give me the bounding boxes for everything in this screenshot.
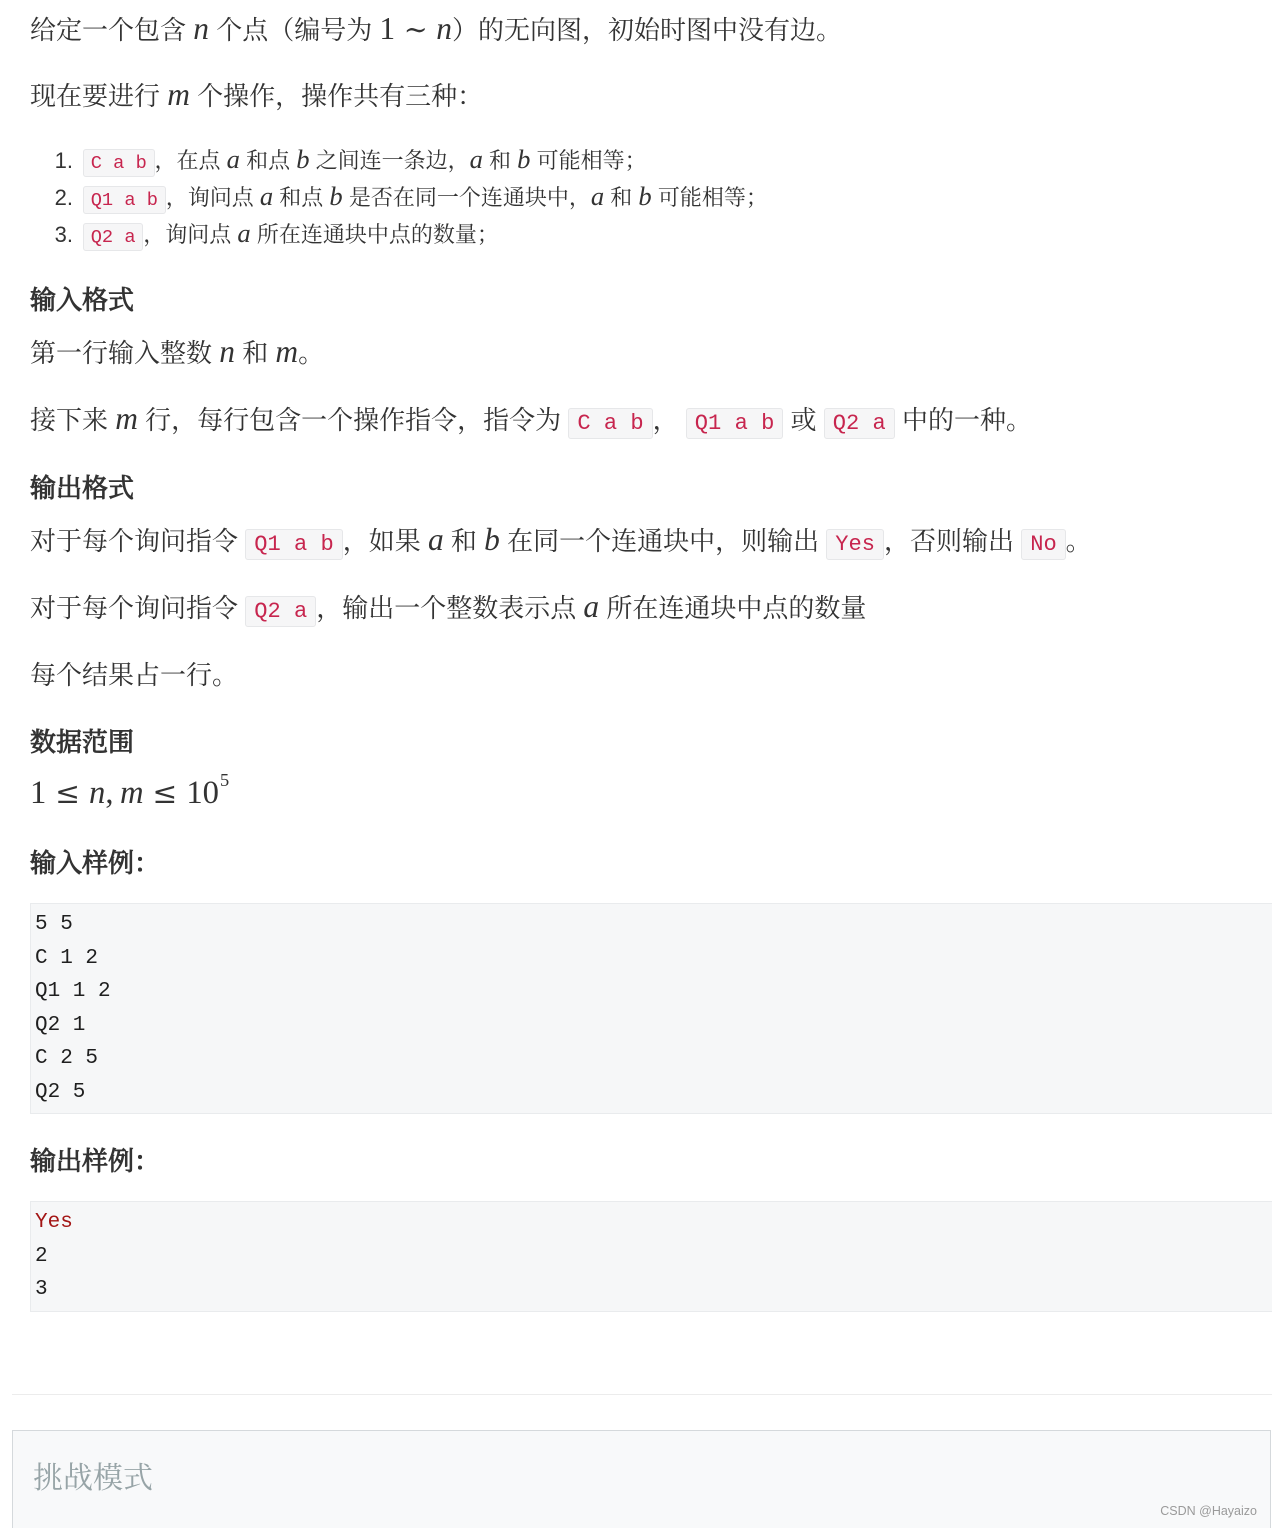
text-run: 可能相等； bbox=[530, 147, 647, 173]
code-line: Q2 5 bbox=[35, 1080, 86, 1104]
text-run: 所在连通块中点的数量 bbox=[599, 593, 867, 623]
output-format-paragraph bbox=[30, 521, 1092, 565]
code-line: 2 bbox=[35, 1244, 48, 1268]
math-variable: b bbox=[329, 180, 343, 211]
inline-code: C a b bbox=[83, 149, 155, 177]
text-run: ）的无向图，初始时图中没有边。 bbox=[452, 15, 843, 45]
math-variable: a bbox=[427, 522, 444, 557]
operation-text bbox=[83, 179, 768, 219]
math-variable: m bbox=[167, 77, 190, 112]
text-run: 。 bbox=[1065, 526, 1092, 556]
text-run: 和 bbox=[443, 526, 485, 556]
output-format-paragraph bbox=[30, 588, 866, 632]
inline-code: Q1 a b bbox=[686, 408, 783, 439]
section-divider bbox=[12, 1394, 1272, 1395]
text-run: 。 bbox=[298, 338, 325, 368]
text-run: ，如果 bbox=[342, 526, 428, 556]
math-variable: b bbox=[296, 143, 310, 174]
math-superscript: 5 bbox=[219, 770, 230, 791]
text-run: 所在连通块中点的数量； bbox=[250, 221, 499, 247]
inline-code: C a b bbox=[568, 408, 652, 439]
math-variable: b bbox=[484, 522, 500, 557]
math-variable: n bbox=[436, 11, 453, 46]
math-variable: a bbox=[237, 217, 251, 248]
section-heading-input-format: 输入格式 bbox=[30, 285, 135, 315]
output-format-paragraph bbox=[30, 655, 238, 695]
operation-text bbox=[83, 142, 647, 182]
math-variable: m bbox=[115, 401, 138, 436]
inline-code: Q2 a bbox=[245, 596, 316, 627]
list-marker: 2. bbox=[54, 184, 73, 210]
text-run: 和 bbox=[234, 338, 276, 368]
math-variable: n bbox=[193, 11, 209, 46]
data-range-formula bbox=[30, 770, 230, 814]
text-run: ， bbox=[652, 405, 686, 435]
text-run: 给定一个包含 bbox=[30, 15, 194, 45]
math-variable: n bbox=[219, 334, 235, 369]
challenge-mode-title: 挑战模式 bbox=[33, 1462, 153, 1495]
code-line: Yes bbox=[35, 1211, 73, 1234]
text-run: 可能相等； bbox=[651, 184, 768, 210]
text-run: 和点 bbox=[273, 184, 330, 210]
text-run: 在同一个连通块中，则输出 bbox=[499, 526, 827, 556]
text-run: 和 bbox=[604, 184, 639, 210]
inline-code: Q2 a bbox=[824, 408, 895, 439]
section-heading-sample-output: 输出样例： bbox=[30, 1146, 161, 1176]
text-run: 和 bbox=[482, 147, 518, 173]
input-format-paragraph bbox=[30, 333, 324, 373]
text-run: 每个结果占一行。 bbox=[30, 660, 239, 690]
math-number: 10 bbox=[186, 775, 219, 811]
math-variable: a bbox=[226, 143, 240, 174]
math-punctuation: , bbox=[105, 775, 114, 811]
math-number: 1 bbox=[30, 775, 47, 811]
text-run: 和点 bbox=[239, 147, 297, 173]
list-marker: 1. bbox=[54, 147, 73, 173]
text-run: 个点（编号为 bbox=[208, 15, 380, 45]
operation-item bbox=[0, 216, 1240, 253]
code-line: Q2 1 bbox=[35, 1013, 86, 1037]
challenge-mode-panel[interactable] bbox=[12, 1430, 1271, 1528]
text-run: 中的一种。 bbox=[894, 405, 1032, 435]
intro-paragraph bbox=[30, 76, 483, 116]
math-variable: a bbox=[583, 589, 600, 624]
text-run: 或 bbox=[783, 405, 824, 435]
text-run: ，在点 bbox=[154, 147, 227, 173]
text-run: ，询问点 bbox=[143, 221, 238, 247]
math-variable: a bbox=[469, 143, 483, 174]
text-run: 对于每个询问指令 bbox=[30, 526, 246, 556]
math-variable: m bbox=[120, 775, 144, 811]
inline-code: Q2 a bbox=[83, 223, 143, 251]
input-format-paragraph bbox=[30, 400, 1032, 444]
operation-text bbox=[83, 216, 499, 256]
text-run: 行，每行包含一个操作指令，指令为 bbox=[137, 405, 569, 435]
section-heading-output-format: 输出格式 bbox=[30, 473, 135, 503]
csdn-watermark: CSDN @Hayaizo bbox=[1160, 1504, 1257, 1518]
text-run: ，询问点 bbox=[165, 184, 260, 210]
text-run: 接下来 bbox=[30, 405, 116, 435]
sample-input-code bbox=[30, 903, 1272, 1114]
operation-item bbox=[0, 179, 1240, 216]
math-operator: ∼ bbox=[403, 12, 428, 46]
math-operator: ≤ bbox=[55, 776, 81, 811]
code-line: C 1 2 bbox=[35, 946, 99, 970]
list-marker: 3. bbox=[54, 221, 73, 247]
math-variable: b bbox=[638, 180, 652, 211]
code-line: C 2 5 bbox=[35, 1047, 99, 1070]
math-variable: n bbox=[89, 775, 106, 811]
intro-paragraph bbox=[30, 10, 842, 50]
text-run: ，否则输出 bbox=[884, 526, 1022, 556]
math-variable: b bbox=[517, 143, 531, 174]
section-heading-sample-input: 输入样例： bbox=[30, 848, 161, 878]
inline-code: Q1 a b bbox=[83, 186, 166, 214]
section-heading-data-range: 数据范围 bbox=[30, 727, 135, 757]
inline-code: Yes bbox=[826, 529, 884, 560]
sample-output-code bbox=[30, 1201, 1272, 1312]
math-operator: ≤ bbox=[152, 776, 178, 811]
operation-item bbox=[0, 142, 1240, 179]
text-run: 个操作，操作共有三种： bbox=[189, 81, 484, 111]
text-run: 对于每个询问指令 bbox=[30, 593, 246, 623]
math-variable: a bbox=[259, 180, 274, 211]
text-run: 第一行输入整数 bbox=[30, 338, 220, 368]
code-line: Q1 1 2 bbox=[35, 980, 111, 1003]
text-run: ，输出一个整数表示点 bbox=[316, 593, 584, 623]
code-line: 5 5 bbox=[35, 913, 73, 936]
inline-code: Q1 a b bbox=[245, 529, 342, 560]
code-line: 3 bbox=[35, 1278, 48, 1301]
inline-code: No bbox=[1021, 529, 1065, 560]
text-run: 之间连一条边， bbox=[309, 147, 470, 173]
text-run: 是否在同一个连通块中， bbox=[342, 184, 591, 210]
math-variable: m bbox=[275, 334, 299, 369]
math-variable: a bbox=[590, 180, 605, 211]
text-run: 现在要进行 bbox=[30, 81, 168, 111]
math-number: 1 bbox=[379, 11, 396, 46]
